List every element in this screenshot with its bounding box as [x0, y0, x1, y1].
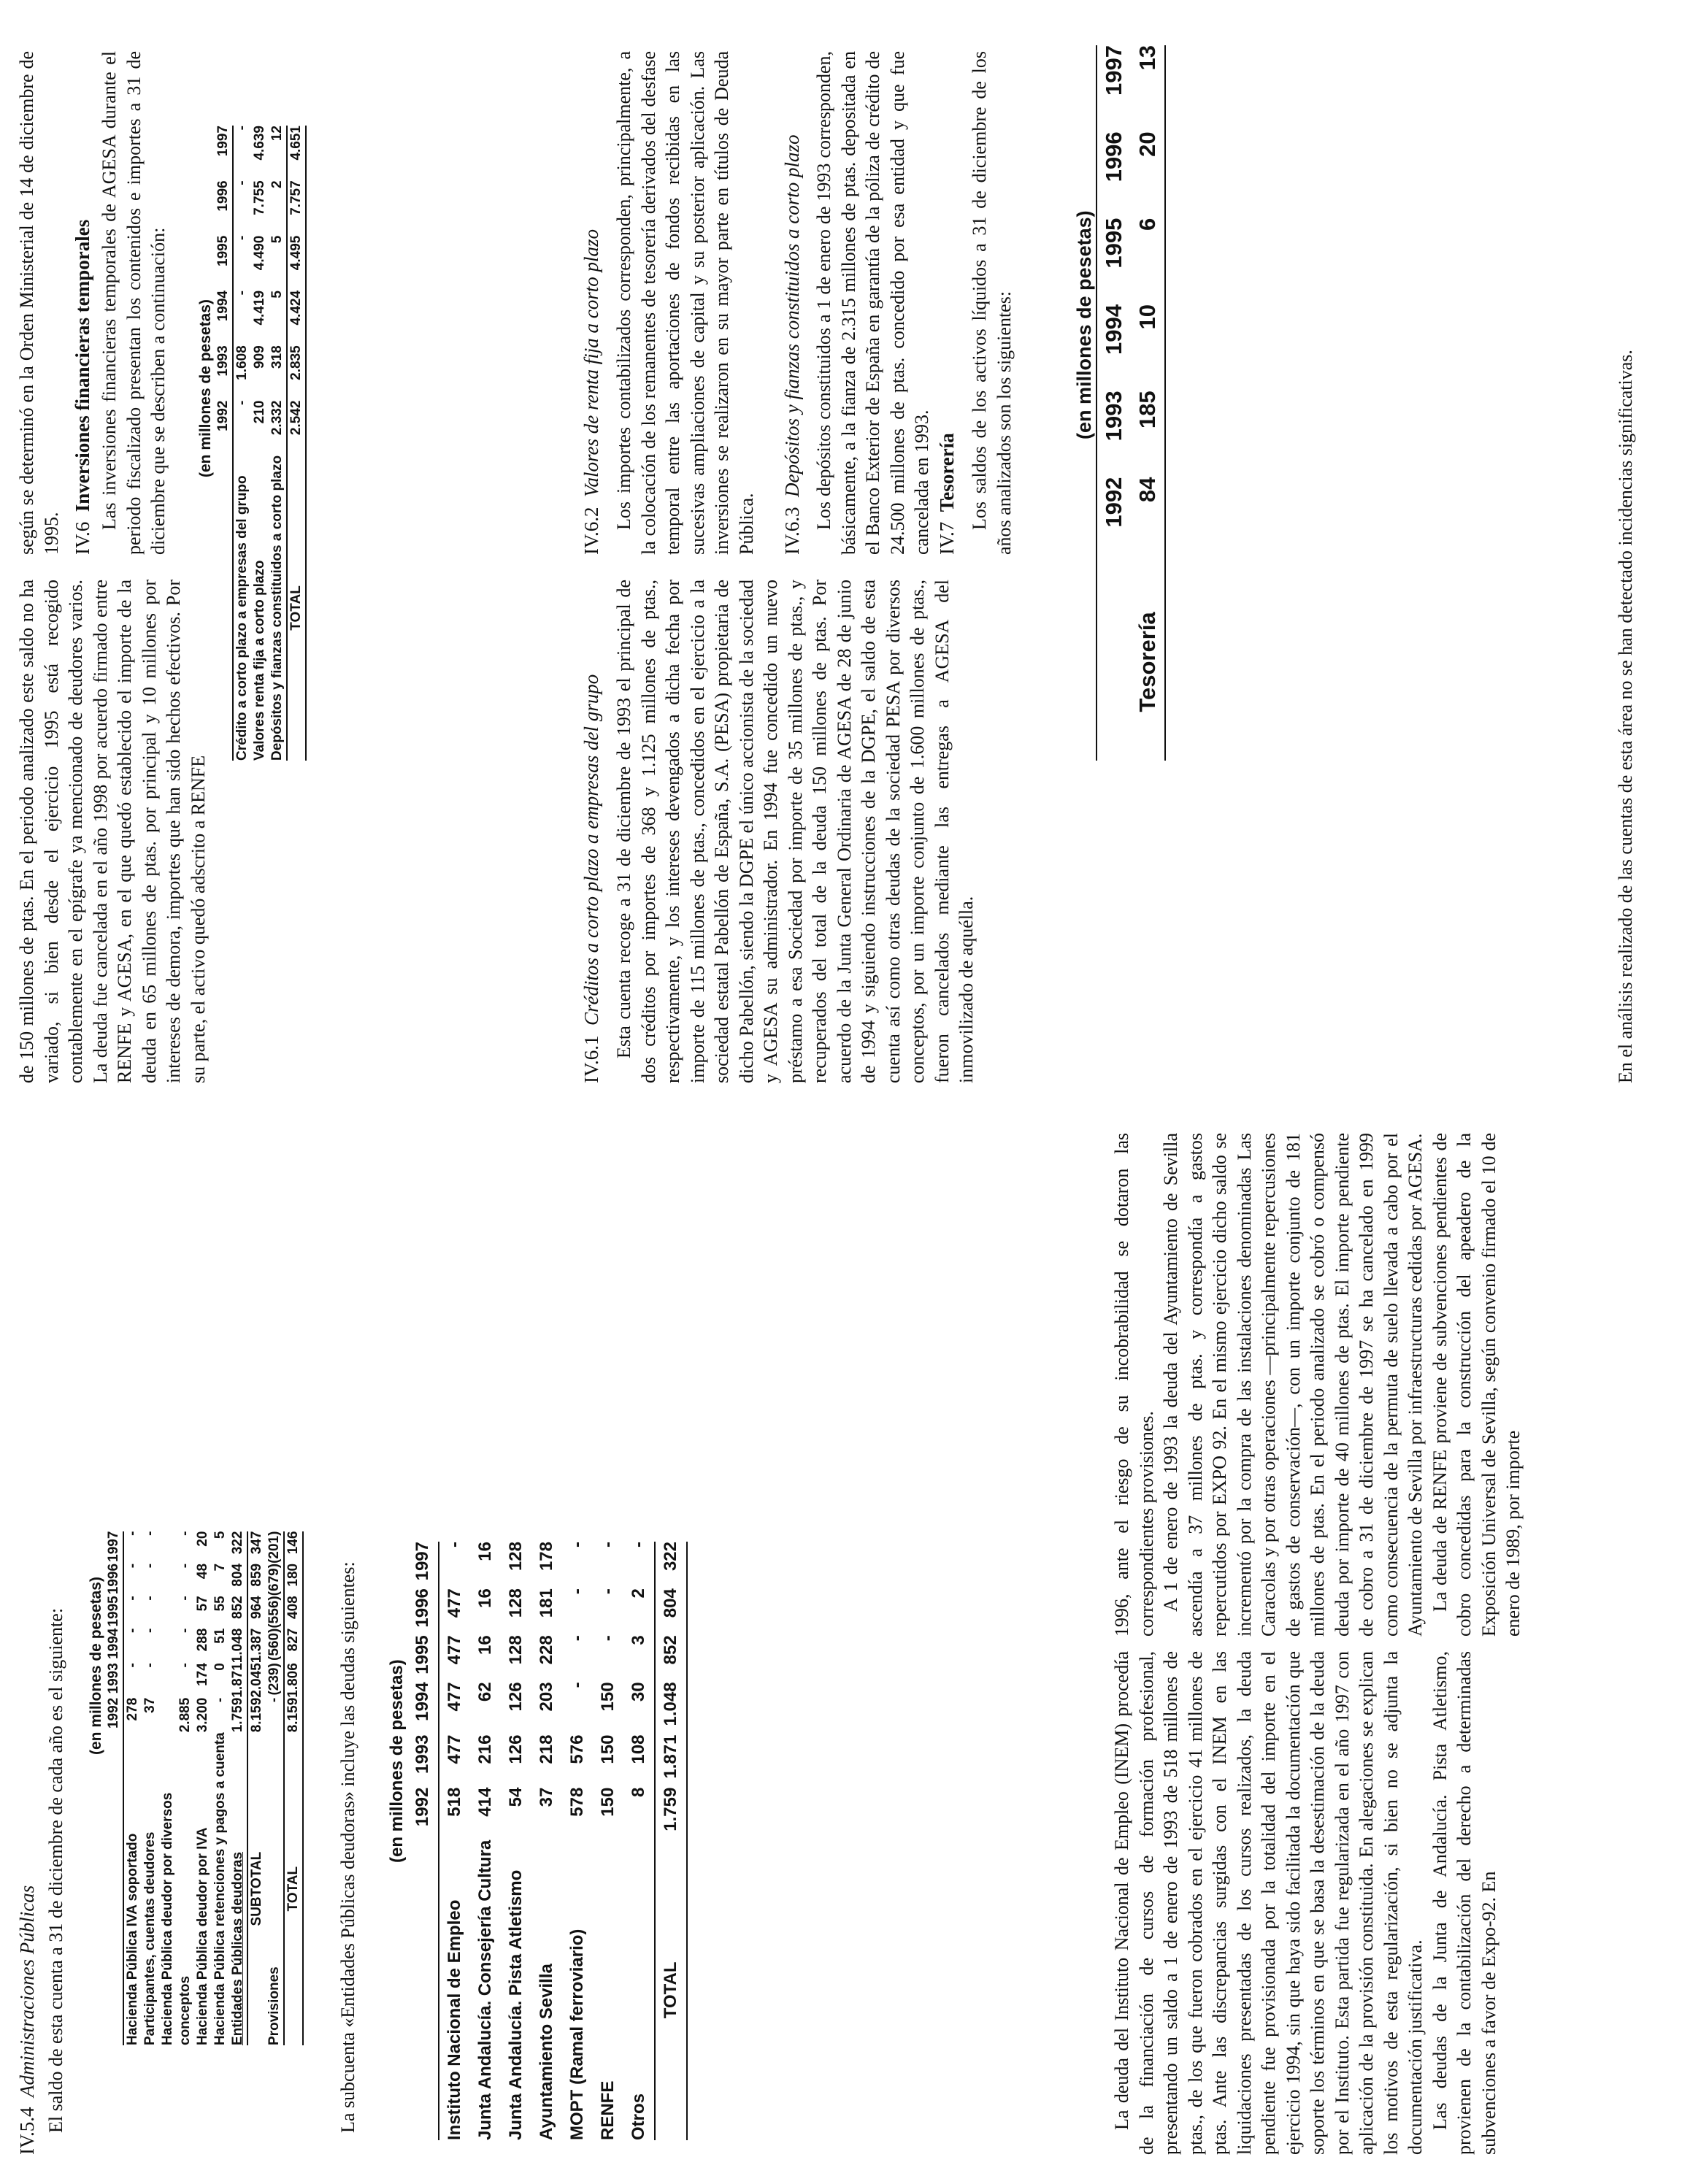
table4-cell: 84 [1134, 477, 1160, 503]
table3-total-row [287, 126, 306, 761]
table2-row-cell: 128 [506, 1635, 526, 1665]
table1-row-cell: - [125, 1628, 140, 1633]
table1-row [177, 1531, 194, 2045]
valores-text: Los importes contabilizados corresponden, principalmente, a la colocación de los remanentes de tesorería derivados del desfase temporal entre las aportaciones de fondos recibidas en las sucesivas ampliaciones de capital y su posterior aplicación. Las inversiones se realizaron en su mayor parte en títulos de Deuda Pública. [613, 51, 757, 555]
section-heading-valores: IV.6.2 Valores de renta fija a corto plazo [580, 229, 602, 555]
table1-row-cell: 278 [125, 1697, 140, 1721]
table1-row-cell: 0 [212, 1663, 228, 1671]
table1-row-cell [159, 1663, 177, 1698]
table1-row-cell: - [125, 1531, 140, 1536]
table2-row-label: Junta Andalucía. Consejería Cultura [475, 1839, 495, 2140]
table1-row-cell: - [177, 1596, 193, 1601]
table2-row-cell: 477 [445, 1635, 464, 1665]
table1-row-cell: - [142, 1628, 158, 1633]
table4-year: 1992 [1101, 477, 1126, 528]
table4-year: 1994 [1101, 304, 1126, 355]
table1-row-cell: 3.200 [195, 1697, 210, 1733]
table4-year: 1997 [1101, 45, 1126, 96]
table2-row-cell: 216 [475, 1734, 495, 1764]
table1-row-cell [159, 1698, 177, 1733]
table3-year: 1997 [215, 126, 231, 157]
table2-row-cell: 414 [475, 1787, 495, 1817]
table1-year: 1994 [106, 1628, 121, 1659]
table1-row-label: Entidades Públicas deudoras [230, 1851, 245, 2045]
table3-year: 1992 [215, 400, 231, 431]
table1-subtotal-row-cell: 347 [249, 1531, 264, 1555]
table3-row-cell: - [234, 126, 250, 131]
table4-cell: 10 [1134, 304, 1160, 330]
section-heading-inversiones: IV.6 Inversiones financieras temporales [72, 219, 93, 555]
tesoreria-text: Los saldos de los activos líquidos a 31 de diciembre de los años analizados son los siguientes: [969, 51, 1015, 555]
table4-year: 1996 [1101, 131, 1126, 182]
table1-row-cell: 1.871 [230, 1663, 245, 1698]
table1-row-cell: 57 [195, 1596, 210, 1612]
table3-row-cell: 5 [269, 235, 285, 244]
table4-cell: 185 [1134, 391, 1160, 429]
table1-row-cell: 322 [230, 1531, 245, 1555]
table1-total-row-cell: 1.806 [285, 1663, 301, 1698]
table3-year: 1995 [215, 235, 231, 266]
table2-row-cell: 30 [629, 1682, 648, 1702]
col-a-text-paragraph: Las deudas de la Junta de Andalucía. Pista Atletismo, provienen de la contabilización del derecho a determinadas subvenciones a favor de Expo-92. En [1429, 1651, 1499, 2155]
table3-row-cell: 909 [252, 345, 267, 369]
depositos-text: Los depósitos constituidos a 1 de enero de 1993 corresponden, básicamente, a la fianza de 2.315 millones de ptas. depositada en el Banco Exterior de España en garantía de la póliza de crédito de 24.500 millones de ptas. concedido por esa entidad y que fue cancelada en 1993. [813, 51, 932, 555]
table1-row [229, 1531, 247, 2045]
table2-row-cell: 150 [598, 1787, 618, 1817]
table1-row-cell: 37 [142, 1697, 158, 1713]
subcuenta-text: La subcuenta «Entidades Públicas deudoras» incluye las deudas siguientes: [337, 1561, 358, 2133]
table1-subtotal-row-label: SUBTOTAL [249, 1851, 264, 1926]
table2-total-row-cell: 1.048 [661, 1682, 680, 1726]
table1-header-row [105, 1531, 123, 2045]
table1-year: 1993 [106, 1663, 121, 1694]
table2-row-cell: - [629, 1542, 648, 1547]
section-heading-tesoreria: IV.7 Tesorería [936, 433, 958, 555]
section-heading-creditos: IV.6.1 Créditos a corto plazo a empresas del grupo [580, 674, 602, 1083]
col-b-text-paragraph: A 1 de enero de 1993 la deuda del Ayuntamiento de Sevilla ascendía a 37 millones de ptas. y correspondía a gastos repercutidos por EXPO 92. En el mismo ejercicio dicho saldo se incrementó por la compra de las instalaciones denominadas Las Caracolas y por otras operaciones —principalmente repercusiones de gastos de conservación—, con un importe conjunto de 181 millones de ptas. En el periodo analizado se cobró o compensó deuda por importe de 40 millones de ptas. El importe pendiente de cobro a 31 de diciembre de 1997 se ha cancelado en 1999 como consecuencia de la permuta de suelo llevada a cabo por el Ayuntamiento de Sevilla por infraestructuras cedidas por AGESA. [1160, 1133, 1426, 1637]
table3-row-label: Crédito a corto plazo a empresas del grupo [234, 475, 250, 761]
table2-row-label: Instituto Nacional de Empleo [445, 1899, 464, 2140]
table2-row-cell: - [567, 1542, 587, 1547]
table1-row [212, 1531, 229, 2045]
table1-year: 1997 [106, 1531, 121, 1562]
table-inversiones [197, 126, 307, 761]
table1-row-cell: 1.759 [230, 1697, 245, 1733]
table2-row-cell: - [567, 1682, 587, 1688]
table3-row [269, 126, 287, 761]
table2-row-cell: 178 [537, 1542, 556, 1572]
table3-row-cell: 4.419 [252, 290, 267, 326]
table1-subtotal-row-cell: 1.387 [249, 1628, 264, 1664]
col-b-text-paragraph: La deuda de RENFE proviene de subvenciones pendientes de cobro concedidas para la construcción del apeadero de la Exposición Universal de Sevilla, según convenio firmado el 10 de enero de 1989, por importe [1429, 1133, 1524, 1637]
table2-row-cell: 62 [475, 1682, 495, 1702]
table3-year: 1994 [215, 290, 231, 322]
table1-subtotal-row-cell: 859 [249, 1563, 264, 1587]
table2-row-cell: 203 [537, 1682, 556, 1712]
table1-provisiones-row-cell: (201) [266, 1531, 282, 1564]
table1-row-cell: - [125, 1663, 140, 1668]
table3-row-cell: 12 [269, 126, 285, 142]
table3-row-cell: - [234, 235, 250, 240]
table1-row-cell: 5 [212, 1531, 228, 1539]
table3-total-row-cell: 2.835 [288, 345, 304, 380]
table3-row [251, 126, 269, 761]
table1-provisiones-row [266, 1531, 284, 2045]
table1-provisiones-row-label: Provisiones [266, 1966, 282, 2045]
table2-row-cell: 477 [445, 1682, 464, 1712]
table1-row-cell [159, 1564, 177, 1596]
table2-unit: (en millones de pesetas) [387, 1659, 407, 1863]
table3-row-cell: 4.639 [252, 126, 267, 161]
table1-row-label: Hacienda Pública deudor por IVA [195, 1827, 210, 2045]
table4-cell: 6 [1134, 218, 1160, 231]
table1-row-cell: 48 [195, 1563, 210, 1580]
table3-row-cell: - [234, 290, 250, 296]
table1-year: 1995 [106, 1596, 121, 1627]
table-admin-publicas [88, 1531, 304, 2045]
table3-total-row-cell: 4.495 [288, 235, 304, 271]
table4-year: 1993 [1101, 391, 1126, 442]
table1-provisiones-row-cell: (239) [266, 1663, 282, 1696]
table1-row-label: Hacienda Pública deudor por diversos [160, 1792, 175, 2045]
table2-row-cell: 228 [537, 1635, 556, 1665]
table2-row-cell: 128 [506, 1542, 526, 1572]
table2-total-row-label: TOTAL [661, 1961, 680, 2019]
table2-row-cell: 518 [445, 1787, 464, 1817]
table2-row [470, 1542, 501, 2140]
table2-year: 1993 [412, 1734, 432, 1774]
table1-row [159, 1531, 177, 2045]
table3-row-cell: 7.755 [252, 180, 267, 215]
table1-subtotal-row [247, 1531, 266, 2045]
table1-total-row-cell: 146 [285, 1531, 301, 1555]
table2-row-cell: 8 [629, 1787, 648, 1798]
col-b-text [1110, 1133, 1526, 1637]
table3-row-cell: 210 [252, 400, 267, 424]
table1 [105, 1531, 304, 2045]
table3-total-row-label: TOTAL [288, 585, 304, 631]
table3-row-cell: 318 [269, 345, 285, 369]
footer-text: En el análisis realizado de las cuentas de esta área no se han detectado incidencias significativas. [1615, 350, 1636, 1083]
table2-row [501, 1542, 531, 2140]
table1-row-cell: 55 [212, 1596, 228, 1612]
table3-row-cell: 2.332 [269, 400, 285, 436]
table1-unit: (en millones de pesetas) [88, 1577, 104, 1755]
table1-row-cell: 804 [230, 1563, 245, 1587]
table1-row-cell: - [142, 1596, 158, 1601]
table1-year: 1996 [106, 1563, 121, 1595]
table2-total-row-cell: 1.759 [661, 1787, 680, 1831]
table3-row-cell: 2 [269, 180, 285, 188]
table3-row-cell: 5 [269, 290, 285, 299]
table1-row-cell: 20 [195, 1531, 210, 1547]
table2-row [623, 1542, 655, 2140]
table1-total-row-cell: 8.159 [285, 1697, 301, 1733]
table3-total-row-cell: 7.757 [288, 180, 304, 215]
table2-row-cell: 128 [506, 1588, 526, 1618]
table2-row-cell: 54 [506, 1787, 526, 1807]
table2-row-cell: 16 [475, 1542, 495, 1561]
table4-header-row [1097, 45, 1131, 761]
table2-row-cell: 16 [475, 1635, 495, 1655]
table1-row-cell: 288 [195, 1628, 210, 1652]
table4 [1096, 45, 1166, 761]
col-b-text-paragraph: 1996, ante el riesgo de su incobrabilidad se dotaron las correspondientes provisiones. [1111, 1133, 1157, 1637]
table2-year: 1995 [412, 1635, 432, 1674]
table1-provisiones-row-cell: (679) [266, 1563, 282, 1596]
table3-row-cell: - [234, 400, 250, 405]
table2-row [562, 1542, 593, 2140]
table1-row-cell: - [177, 1531, 193, 1536]
table1-subtotal-row-cell: 964 [249, 1596, 264, 1619]
table1-row [194, 1531, 212, 2045]
table2-row [531, 1542, 562, 2140]
table1-total-row-cell: 180 [285, 1563, 301, 1587]
inversiones-text: Las inversiones financieras temporales de AGESA durante el periodo fiscalizado presentan los contenidos e importes a 31 de diciembre que se describen a continuación: [99, 51, 169, 555]
table2-row-label: Ayuntamiento Sevilla [537, 1964, 556, 2140]
table1-provisiones-row-cell: - [266, 1697, 282, 1703]
table4-row [1131, 45, 1165, 761]
table1-total-row-cell: 408 [285, 1596, 301, 1619]
creditos-text: Esta cuenta recoge a 31 de diciembre de 1993 el principal de dos créditos por importes de 368 y 1.125 millones de ptas., respectivamente, y los intereses devengados a dicha fecha por importe de 115 millones de ptas., concedidos en el ejercicio a la sociedad estatal Pabellón de España, S.A. (PESA) propietaria de dicho Pabellón, siendo la DGPE el único accionista de la sociedad y AGESA su administrador. En 1994 fue concedido un nuevo préstamo a esa Sociedad por importe de 35 millones de ptas., y recuperados del total de la deuda 150 millones de ptas. Por acuerdo de la Junta General Ordinaria de AGESA de 28 de junio de 1994 y siguiendo instrucciones de la DGPE, el saldo de esta cuenta así como otras deudas de la sociedad PESA por diversos conceptos, por un importe conjunto de 1.600 millones de ptas., fueron cancelados mediante las entregas a AGESA del inmovilizado de aquélla. [613, 580, 977, 1083]
table2-row [593, 1542, 623, 2140]
table3-row-cell: 4.490 [252, 235, 267, 271]
table3-total-row-cell: 2.542 [288, 400, 304, 436]
table1-row [123, 1531, 142, 2045]
table3-unit: (en millones de pesetas) [197, 299, 214, 477]
table2-row [439, 1542, 470, 2140]
table1-year: 1992 [106, 1697, 121, 1729]
table3-row-label: Depósitos y fianzas constituidos a corto plazo [269, 455, 285, 761]
table1-row-cell: 51 [212, 1628, 228, 1644]
table1-row-cell: - [142, 1663, 158, 1668]
table2-row-cell: 126 [506, 1734, 526, 1764]
table1-row-cell: 1.048 [230, 1628, 245, 1664]
table1-subtotal-row-cell: 2.045 [249, 1663, 264, 1698]
table3-total-row-cell: 4.651 [288, 126, 304, 161]
table2 [407, 1542, 688, 2140]
table1-row-cell: - [125, 1596, 140, 1601]
table2-row-cell: 3 [629, 1635, 648, 1645]
table2-total-row-cell: 852 [661, 1635, 680, 1665]
table2-total-row-cell: 804 [661, 1588, 680, 1618]
table3 [215, 126, 307, 761]
table2-row-cell: 181 [537, 1588, 556, 1618]
table1-row-cell [159, 1531, 177, 1564]
intro-text: El saldo de esta cuenta a 31 de diciembre de cada año es el siguiente: [45, 1607, 66, 2133]
table1-provisiones-row-cell: (556) [266, 1596, 282, 1629]
table1-row-cell: - [177, 1628, 193, 1633]
section-heading-admin-publicas: IV.5.4 Administraciones Públicas [16, 1885, 38, 2155]
table1-total-row [284, 1531, 303, 2045]
table2-row-cell: 477 [445, 1734, 464, 1764]
table2-row-cell: 578 [567, 1787, 587, 1817]
table1-row-label: conceptos [177, 1975, 193, 2045]
table1-row-label: Hacienda Pública retenciones y pagos a cuenta [212, 1732, 228, 2045]
table2-row-cell: 218 [537, 1734, 556, 1764]
table1-row-cell: - [177, 1563, 193, 1569]
table2-row-cell: - [567, 1588, 587, 1595]
table1-row [142, 1531, 159, 2045]
table3-row-label: Valores renta fija a corto plazo [252, 560, 267, 761]
table1-row-label: Hacienda Pública IVA soportado [125, 1833, 140, 2045]
table2-header-row [407, 1542, 439, 2140]
table3-header-row [215, 126, 233, 761]
table1-subtotal-row-cell: 8.159 [249, 1697, 264, 1733]
table1-row-cell: 2.885 [177, 1697, 193, 1733]
table1-total-row-label: TOTAL [285, 1866, 301, 1912]
table1-row-cell: 7 [212, 1563, 228, 1572]
table2-row-cell: 150 [598, 1734, 618, 1764]
table3-total-row-cell: 4.424 [288, 290, 304, 326]
table1-row-cell: - [142, 1563, 158, 1569]
table1-row-cell: - [142, 1531, 158, 1536]
table4-unit: (en millones de pesetas) [1073, 210, 1095, 439]
col-a-text-paragraph: La deuda del Instituto Nacional de Empleo (INEM) procedía de la financiación de cursos de formación profesional, presentando un saldo a 1 de enero de 1993 de 518 millones de ptas., de los que fueron cobrados en el ejercicio 41 millones de ptas. Ante las discrepancias surgidas con el INEM en las liquidaciones presentadas de los cursos realizados, la deuda pendiente fue provisionada por la totalidad del importe en el ejercicio 1994, sin que haya sido facilitada la documentación que soporte los términos en que se basa la desestimación de la deuda por el Instituto. Esta partida fue regularizada en el año 1997 con aplicación de la provisión constituida. En alegaciones se explican los motivos de esta regularización, si bien no se adjunta la documentación justificativa. [1111, 1651, 1426, 2155]
table-tesoreria [1073, 45, 1166, 761]
table1-row-label: Participantes, cuentas deudores [142, 1831, 158, 2045]
table1-row-cell: - [212, 1697, 228, 1703]
table2-row-cell: 37 [537, 1787, 556, 1807]
table2-row-cell: - [598, 1588, 618, 1595]
table1-provisiones-row-cell: (560) [266, 1628, 282, 1661]
table1-row-cell: - [177, 1663, 193, 1668]
table2-total-row-cell: 1.871 [661, 1734, 680, 1779]
table4-year: 1995 [1101, 218, 1126, 269]
table4-row-label: Tesorería [1134, 612, 1160, 712]
table2-year: 1992 [412, 1787, 432, 1827]
table4-cell: 13 [1134, 45, 1160, 71]
section-heading-depositos: IV.6.3 Depósitos y fianzas constituidos a corto plazo [781, 134, 803, 555]
table2-total-row-cell: 322 [661, 1542, 680, 1572]
table2-row-label: Otros [629, 2093, 648, 2140]
table2-row-cell: - [567, 1635, 587, 1642]
table2-container [387, 1542, 688, 2140]
table2-row-cell: - [445, 1542, 464, 1547]
table2-row-label: MOPT (Ramal ferroviario) [567, 1929, 587, 2140]
table2-row-cell: 16 [475, 1588, 495, 1608]
col-c-text: de 150 millones de ptas. En el periodo analizado este saldo no ha variado, si bien desde el ejercicio 1995 está recogido contablemente en el epígrafe ya mencionado de deudores varios. La deuda fue cancelada en el año 1998 por acuerdo firmado entre RENFE y AGESA, en el que quedó establecido el importe de la deuda en 65 millones de ptas. por principal y 10 millones por intereses de demora, importes que han sido hechos efectivos. Por su parte, el activo quedó adscrito a RENFE [16, 580, 209, 1083]
table2-row-label: RENFE [598, 2080, 618, 2140]
table2-row-cell: 150 [598, 1682, 618, 1712]
table2-total-row [655, 1542, 687, 2140]
table1-row-cell: - [125, 1563, 140, 1569]
table1-total-row-cell: 827 [285, 1628, 301, 1652]
table3-row [233, 126, 251, 761]
col-d-text: según se determinó en la Orden Ministerial de 14 de diciembre de 1995. [16, 51, 62, 555]
table2-row-label: Junta Andalucía. Pista Atletismo [506, 1869, 526, 2140]
table2-row-cell: 2 [629, 1588, 648, 1599]
table1-row-cell: 852 [230, 1596, 245, 1619]
table2-year: 1994 [412, 1682, 432, 1721]
table3-year: 1993 [215, 345, 231, 377]
table2-row-cell: 477 [445, 1588, 464, 1618]
table2-year: 1997 [412, 1542, 432, 1581]
table1-row-cell [159, 1629, 177, 1664]
col-a-text [1110, 1651, 1501, 2155]
table1-row-cell: 174 [195, 1663, 210, 1686]
table2-row-cell: 108 [629, 1734, 648, 1764]
table3-row-cell: 1.608 [234, 345, 250, 380]
table4-cell: 20 [1134, 131, 1160, 157]
table2-row-cell: - [598, 1542, 618, 1547]
table3-year: 1996 [215, 180, 231, 212]
table1-row-cell [159, 1596, 177, 1628]
table2-row-cell: 126 [506, 1682, 526, 1712]
table3-row-cell: - [234, 180, 250, 185]
table2-row-cell: 576 [567, 1734, 587, 1764]
table2-year: 1996 [412, 1588, 432, 1628]
table2-row-cell: - [598, 1635, 618, 1642]
